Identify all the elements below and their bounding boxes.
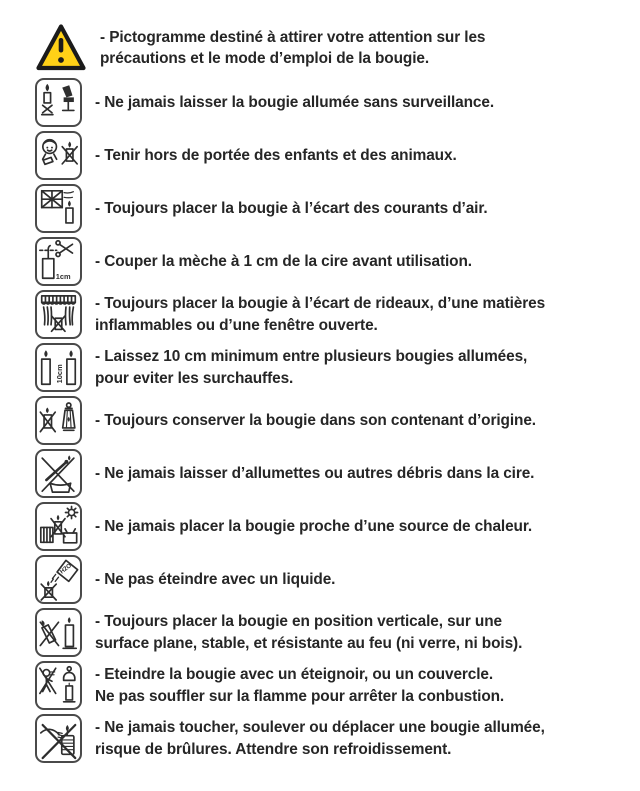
instruction-text-line: risque de brûlures. Attendre son refroidissement.: [95, 740, 452, 758]
instruction-text-line: inflammables ou d’une fenêtre ouverte.: [95, 316, 378, 334]
instruction-text-line: - Ne jamais toucher, soulever ou déplacer une bougie allumée,: [95, 719, 545, 736]
spacing-10cm-icon: [35, 343, 82, 392]
spacing-measure-label: 10cm: [54, 364, 64, 384]
no-heat-source-icon: [35, 502, 82, 551]
instruction-text-line: - Ne jamais placer la bougie proche d’une source de chaleur.: [95, 517, 533, 535]
instruction-text-line: - Eteindre la bougie avec un éteignoir, ou un couvercle.: [95, 666, 494, 683]
warning-triangle-icon: [35, 22, 87, 74]
instruction-text-line: - Couper la mèche à 1 cm de la cire avant utilisation.: [95, 252, 472, 270]
instruction-text-line: pour eviter les surchauffes.: [95, 369, 294, 387]
no-liquid-icon: [35, 555, 82, 604]
no-draft-icon: [35, 184, 82, 233]
children-animals-icon: [35, 131, 82, 180]
no-matches-icon: [35, 449, 82, 498]
safety-row-unattended: [35, 76, 632, 129]
safety-row-matches: [35, 447, 632, 500]
safety-row-cut-wick: [35, 235, 632, 288]
safety-row-heat: [35, 500, 632, 553]
safety-row-children: [35, 129, 632, 182]
instruction-text-line: - Toujours placer la bougie à l’écart des courants d’air.: [95, 199, 488, 217]
original-container-icon: [35, 396, 82, 445]
instruction-text-line: - Pictogramme destiné à attirer votre attention sur les: [100, 28, 486, 46]
instruction-text-line: - Toujours conserver la bougie dans son contenant d’origine.: [95, 411, 536, 429]
cut-wick-icon: [35, 237, 82, 286]
instruction-text-line: Ne pas souffler sur la flamme pour arrêter la conbustion.: [95, 687, 505, 705]
instruction-text-line: - Tenir hors de portée des enfants et des animaux.: [95, 146, 457, 164]
safety-row-attention: [35, 20, 632, 76]
snuffer-icon: [35, 661, 82, 710]
instruction-text-line: - Laissez 10 cm minimum entre plusieurs bougies allumées,: [95, 348, 528, 365]
instruction-text-line: - Ne jamais laisser d’allumettes ou autres débris dans la cire.: [95, 464, 535, 482]
instruction-text-line: précautions et le mode d’emploi de la bougie.: [100, 50, 430, 67]
safety-row-curtains: [35, 288, 632, 341]
safety-row-vertical: [35, 606, 632, 659]
liquid-label: H2O: [58, 562, 73, 576]
instruction-text-line: - Ne pas éteindre avec un liquide.: [95, 570, 336, 588]
instruction-text-line: - Toujours placer la bougie en position verticale, sur une: [95, 613, 502, 630]
safety-row-snuffer: [35, 659, 632, 712]
safety-row-container: [35, 394, 632, 447]
safety-row-liquid: [35, 553, 632, 606]
safety-row-touch: [35, 712, 632, 765]
away-from-curtains-icon: [35, 290, 82, 339]
safety-row-drafts: [35, 182, 632, 235]
instruction-text-line: - Toujours placer la bougie à l’écart de rideaux, d’une matières: [95, 295, 546, 312]
vertical-position-icon: [35, 608, 82, 657]
no-touch-icon: [35, 714, 82, 763]
instruction-text-line: - Ne jamais laisser la bougie allumée sans surveillance.: [95, 93, 495, 111]
no-unattended-icon: [35, 78, 82, 127]
cut-wick-measure-label: 1cm: [55, 272, 71, 282]
instruction-text-line: surface plane, stable, et résistante au feu (ni verre, ni bois).: [95, 634, 523, 652]
safety-row-spacing: [35, 341, 632, 394]
